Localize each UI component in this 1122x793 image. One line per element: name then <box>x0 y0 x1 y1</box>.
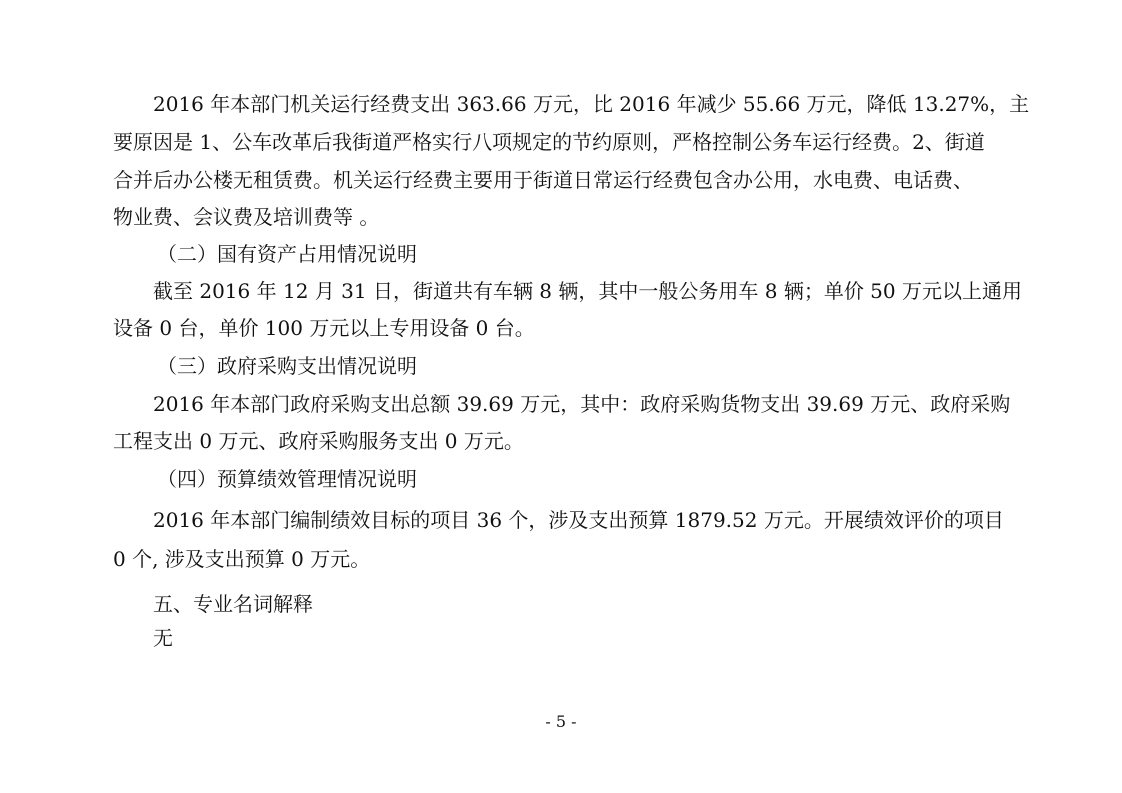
paragraph-1-line-2: 要原因是 1、公车改革后我街道严格实行八项规定的节约原则，严格控制公务车运行经费。2、街道 <box>113 130 985 154</box>
section-4-heading: （四）预算绩效管理情况说明 <box>157 467 417 491</box>
section-2-line-1: 截至 2016 年 12 月 31 日，街道共有车辆 8 辆，其中一般公务用车 8 辆；单价 50 万元以上通用 <box>153 279 1022 303</box>
paragraph-1-line-1: 2016 年本部门机关运行经费支出 363.66 万元，比 2016 年减少 55.66 万元，降低 13.27%，主 <box>153 92 1030 116</box>
section-4-line-2: 0 个, 涉及支出预算 0 万元。 <box>113 547 371 571</box>
section-4-line-1: 2016 年本部门编制绩效目标的项目 36 个，涉及支出预算 1879.52 万元。开展绩效评价的项目 <box>153 508 1004 532</box>
page-number: - 5 - <box>545 712 577 731</box>
section-3-line-2: 工程支出 0 万元、政府采购服务支出 0 万元。 <box>113 429 524 453</box>
paragraph-1-line-3: 合并后办公楼无租赁费。机关运行经费主要用于街道日常运行经费包含办公用，水电费、电话费、 <box>113 168 973 192</box>
section-2-line-2: 设备 0 台，单价 100 万元以上专用设备 0 台。 <box>113 316 535 340</box>
section-5-body: 无 <box>153 626 173 650</box>
section-3-line-1: 2016 年本部门政府采购支出总额 39.69 万元，其中：政府采购货物支出 39.69 万元、政府采购 <box>153 392 1011 416</box>
section-2-heading: （二）国有资产占用情况说明 <box>157 242 417 266</box>
section-5-heading: 五、专业名词解释 <box>153 592 313 616</box>
section-3-heading: （三）政府采购支出情况说明 <box>157 354 417 378</box>
paragraph-1-line-4: 物业费、会议费及培训费等 。 <box>113 205 380 229</box>
